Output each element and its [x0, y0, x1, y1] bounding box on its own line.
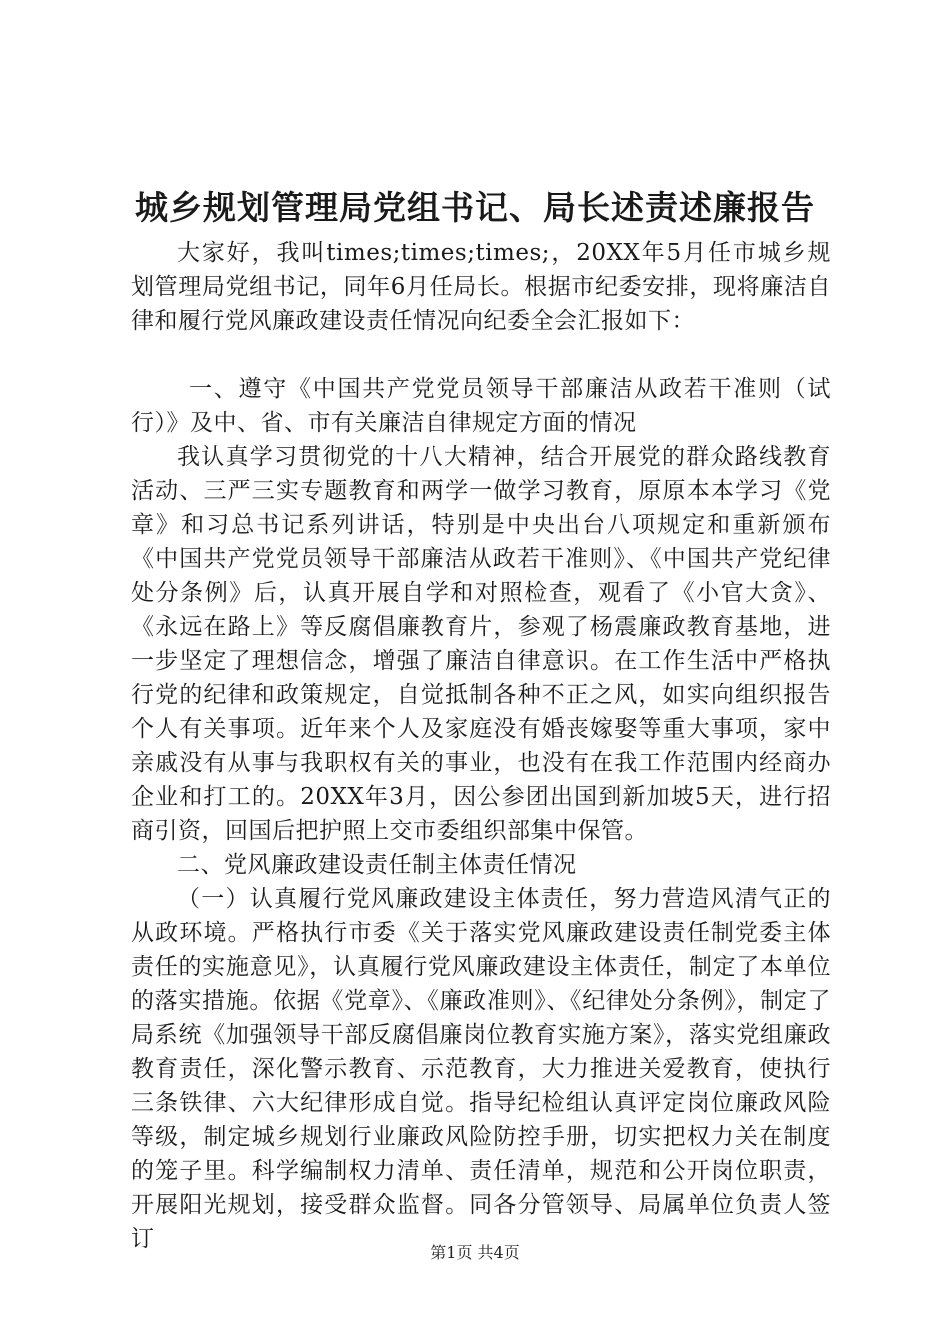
intro-paragraph: 大家好，我叫times;times;times;，20XX年5月任市城乡规划管理局党组书记，同年6月任局长。根据市纪委安排，现将廉洁自律和履行党风廉政建设责任情况向纪委全会汇报如下： [131, 240, 831, 334]
section-heading-1: 一、遵守《中国共产党党员领导干部廉洁从政若干准则（试行）》及中、省、市有关廉洁自律规定方面的情况 [131, 376, 831, 436]
page-footer: 第1页 共4页 [430, 1243, 520, 1262]
document-body [131, 236, 831, 1256]
section-1-paragraph: 我认真学习贯彻党的十八大精神，结合开展党的群众路线教育活动、三严三实专题教育和两学一做学习教育，原原本本学习《党章》和习总书记系列讲话，特别是中央出台八项规定和重新颁布《中国共产党党员领导干部廉洁从政若干准则》、《中国共产党纪律处分条例》后，认真开展自学和对照检查，观看了《小官大贪》、《永远在路上》等反腐倡廉教育片，参观了杨震廉政教育基地，进一步坚定了理想信念，增强了廉洁自律意识。在工作生活中严格执行党的纪律和政策规定，自觉抵制各种不正之风，如实向组织报告个人有关事项。近年来个人及家庭没有婚丧嫁娶等重大事项，家中亲戚没有从事与我职权有关的事业，也没有在我工作范围内经商办企业和打工的。20XX年3月，因公参团出国到新加坡5天，进行招商引资，回国后把护照上交市委组织部集中保管。 [131, 444, 831, 844]
section-heading-2: 二、党风廉政建设责任制主体责任情况 [177, 852, 577, 878]
document-title: 城乡规划管理局党组书记、局长述责述廉报告 [135, 188, 815, 227]
section-2-paragraph: （一）认真履行党风廉政建设主体责任，努力营造风清气正的从政环境。严格执行市委《关于落实党风廉政建设责任制党委主体责任的实施意见》，认真履行党风廉政建设主体责任，制定了本单位的落实措施。依据《党章》、《廉政准则》、《纪律处分条例》，制定了局系统《加强领导干部反腐倡廉岗位教育实施方案》，落实党组廉政教育责任，深化警示教育、示范教育，大力推进关爱教育，使执行三条铁律、六大纪律形成自觉。指导纪检组认真评定岗位廉政风险等级，制定城乡规划行业廉政风险防控手册，切实把权力关在制度的笼子里。科学编制权力清单、责任清单，规范和公开岗位职责，开展阳光规划，接受群众监督。同各分管领导、局属单位负责人签订 [131, 886, 831, 1252]
